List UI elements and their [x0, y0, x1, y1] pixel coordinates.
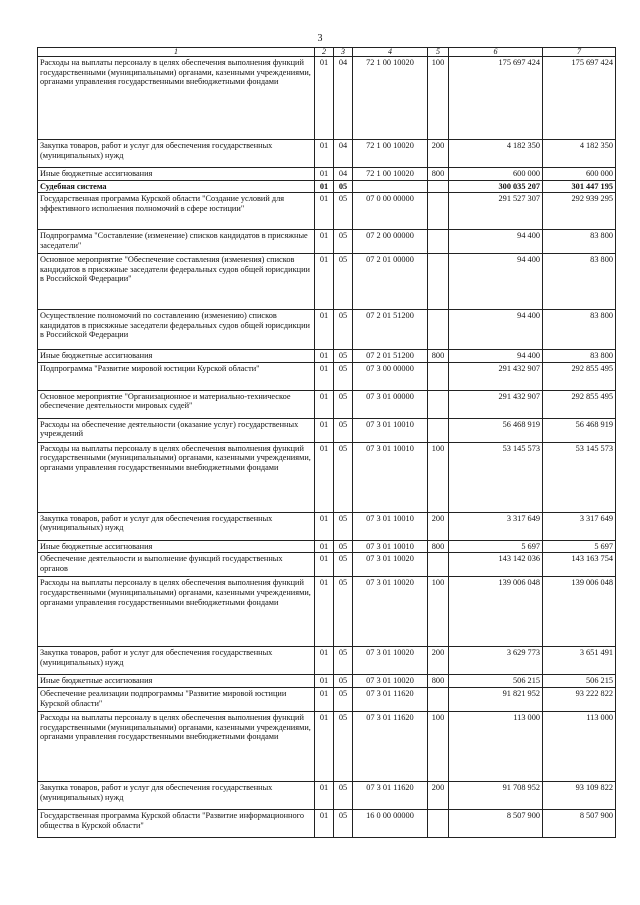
- expense-type-cell: 200: [428, 781, 449, 809]
- expense-type-cell: [428, 180, 449, 193]
- column-number-header-row: [38, 48, 616, 57]
- section-code-cell: 01: [315, 310, 334, 350]
- section-code-cell: 01: [315, 350, 334, 363]
- amount-year1-cell: 143 142 036: [449, 553, 543, 577]
- target-article-cell: 07 0 00 00000: [353, 193, 428, 230]
- subsection-code-cell: 04: [334, 57, 353, 140]
- amount-year1-cell: 139 006 048: [449, 577, 543, 647]
- section-code-cell: 01: [315, 781, 334, 809]
- expense-type-cell: 100: [428, 577, 449, 647]
- table-row: [38, 180, 616, 193]
- amount-year2-cell: 292 855 495: [543, 390, 616, 418]
- amount-year1-cell: 113 000: [449, 711, 543, 781]
- expense-name-cell: Государственная программа Курской области "Создание условий для эффективного исполнения полномочий в сфере юстиции": [38, 193, 315, 230]
- table-row: [38, 362, 616, 390]
- amount-year1-cell: 53 145 573: [449, 442, 543, 512]
- budget-table-body: [38, 48, 616, 838]
- subsection-code-cell: 05: [334, 180, 353, 193]
- expense-type-cell: [428, 310, 449, 350]
- table-row: [38, 687, 616, 711]
- subsection-code-cell: 05: [334, 675, 353, 688]
- amount-year2-cell: 4 182 350: [543, 140, 616, 168]
- amount-year2-cell: 292 939 295: [543, 193, 616, 230]
- expense-name-cell: Расходы на выплаты персоналу в целях обеспечения выполнения функций государственными (муниципальными) органами, казенными учреждениями, органами управления государственными внебюджетными фондами: [38, 577, 315, 647]
- subsection-code-cell: 04: [334, 140, 353, 168]
- expense-name-cell: Обеспечение реализации подпрограммы "Развитие мировой юстиции Курской области": [38, 687, 315, 711]
- subsection-code-cell: 05: [334, 390, 353, 418]
- subsection-code-cell: 05: [334, 193, 353, 230]
- amount-year2-cell: 83 800: [543, 230, 616, 254]
- column-number: 2: [315, 48, 334, 57]
- amount-year1-cell: 94 400: [449, 254, 543, 310]
- amount-year2-cell: 292 855 495: [543, 362, 616, 390]
- amount-year1-cell: 291 432 907: [449, 362, 543, 390]
- section-code-cell: 01: [315, 540, 334, 553]
- subsection-code-cell: 05: [334, 687, 353, 711]
- section-code-cell: 01: [315, 230, 334, 254]
- section-code-cell: 01: [315, 577, 334, 647]
- amount-year2-cell: 83 800: [543, 350, 616, 363]
- target-article-cell: 07 2 01 51200: [353, 310, 428, 350]
- expense-type-cell: 100: [428, 711, 449, 781]
- expense-type-cell: [428, 553, 449, 577]
- table-row: [38, 675, 616, 688]
- target-article-cell: [353, 180, 428, 193]
- target-article-cell: 07 3 01 11620: [353, 711, 428, 781]
- amount-year2-cell: 175 697 424: [543, 57, 616, 140]
- expense-type-cell: [428, 418, 449, 442]
- target-article-cell: 07 3 01 10010: [353, 540, 428, 553]
- expense-type-cell: [428, 193, 449, 230]
- amount-year2-cell: 8 507 900: [543, 809, 616, 837]
- amount-year1-cell: 600 000: [449, 168, 543, 181]
- amount-year1-cell: 506 215: [449, 675, 543, 688]
- expense-type-cell: 200: [428, 647, 449, 675]
- expense-name-cell: Государственная программа Курской области "Развитие информационного общества в Курской области": [38, 809, 315, 837]
- table-row: [38, 254, 616, 310]
- expense-type-cell: 800: [428, 168, 449, 181]
- table-row: [38, 230, 616, 254]
- target-article-cell: 07 2 00 00000: [353, 230, 428, 254]
- amount-year2-cell: 139 006 048: [543, 577, 616, 647]
- target-article-cell: 07 3 00 00000: [353, 362, 428, 390]
- table-row: [38, 140, 616, 168]
- section-code-cell: 01: [315, 809, 334, 837]
- expense-name-cell: Закупка товаров, работ и услуг для обеспечения государственных (муниципальных) нужд: [38, 140, 315, 168]
- amount-year2-cell: 301 447 195: [543, 180, 616, 193]
- amount-year1-cell: 91 821 952: [449, 687, 543, 711]
- expense-name-cell: Иные бюджетные ассигнования: [38, 168, 315, 181]
- table-row: [38, 390, 616, 418]
- amount-year1-cell: 291 432 907: [449, 390, 543, 418]
- expense-type-cell: [428, 362, 449, 390]
- section-code-cell: 01: [315, 57, 334, 140]
- subsection-code-cell: 05: [334, 809, 353, 837]
- expense-type-cell: 200: [428, 140, 449, 168]
- table-row: [38, 193, 616, 230]
- amount-year2-cell: 3 651 491: [543, 647, 616, 675]
- column-number: 5: [428, 48, 449, 57]
- subsection-code-cell: 05: [334, 647, 353, 675]
- amount-year1-cell: 4 182 350: [449, 140, 543, 168]
- amount-year2-cell: 83 800: [543, 310, 616, 350]
- subsection-code-cell: 05: [334, 418, 353, 442]
- amount-year1-cell: 94 400: [449, 310, 543, 350]
- amount-year2-cell: 93 222 822: [543, 687, 616, 711]
- expense-name-cell: Закупка товаров, работ и услуг для обеспечения государственных (муниципальных) нужд: [38, 647, 315, 675]
- target-article-cell: 07 3 01 10020: [353, 577, 428, 647]
- amount-year1-cell: 3 317 649: [449, 512, 543, 540]
- subsection-code-cell: 05: [334, 512, 353, 540]
- subsection-code-cell: 05: [334, 230, 353, 254]
- table-row: [38, 168, 616, 181]
- expense-name-cell: Расходы на обеспечение деятельности (оказание услуг) государственных учреждений: [38, 418, 315, 442]
- expense-type-cell: 200: [428, 512, 449, 540]
- target-article-cell: 72 1 00 10020: [353, 168, 428, 181]
- subsection-code-cell: 05: [334, 540, 353, 553]
- expense-name-cell: Расходы на выплаты персоналу в целях обеспечения выполнения функций государственными (муниципальными) органами, казенными учреждениями, органами управления государственными внебюджетными фондами: [38, 442, 315, 512]
- amount-year2-cell: 143 163 754: [543, 553, 616, 577]
- budget-table: [37, 47, 616, 838]
- table-row: [38, 418, 616, 442]
- subsection-code-cell: 05: [334, 711, 353, 781]
- section-code-cell: 01: [315, 675, 334, 688]
- table-row: [38, 781, 616, 809]
- target-article-cell: 07 3 01 10020: [353, 675, 428, 688]
- column-number: 1: [38, 48, 315, 57]
- expense-name-cell: Подпрограмма "Составление (изменение) списков кандидатов в присяжные заседатели": [38, 230, 315, 254]
- expense-name-cell: Судебная система: [38, 180, 315, 193]
- section-code-cell: 01: [315, 647, 334, 675]
- amount-year2-cell: 5 697: [543, 540, 616, 553]
- section-code-cell: 01: [315, 687, 334, 711]
- subsection-code-cell: 05: [334, 577, 353, 647]
- expense-type-cell: [428, 390, 449, 418]
- table-row: [38, 553, 616, 577]
- table-row: [38, 647, 616, 675]
- expense-name-cell: Закупка товаров, работ и услуг для обеспечения государственных (муниципальных) нужд: [38, 781, 315, 809]
- section-code-cell: 01: [315, 553, 334, 577]
- subsection-code-cell: 05: [334, 781, 353, 809]
- expense-type-cell: [428, 687, 449, 711]
- expense-name-cell: Расходы на выплаты персоналу в целях обеспечения выполнения функций государственными (муниципальными) органами, казенными учреждениями, органами управления государственными внебюджетными фондами: [38, 57, 315, 140]
- table-row: [38, 809, 616, 837]
- amount-year2-cell: 56 468 919: [543, 418, 616, 442]
- section-code-cell: 01: [315, 254, 334, 310]
- expense-type-cell: 100: [428, 442, 449, 512]
- expense-name-cell: Обеспечение деятельности и выполнение функций государственных органов: [38, 553, 315, 577]
- target-article-cell: 16 0 00 00000: [353, 809, 428, 837]
- table-row: [38, 577, 616, 647]
- amount-year2-cell: 93 109 822: [543, 781, 616, 809]
- section-code-cell: 01: [315, 180, 334, 193]
- expense-name-cell: Расходы на выплаты персоналу в целях обеспечения выполнения функций государственными (муниципальными) органами, казенными учреждениями, органами управления государственными внебюджетными фондами: [38, 711, 315, 781]
- target-article-cell: 07 2 01 51200: [353, 350, 428, 363]
- section-code-cell: 01: [315, 711, 334, 781]
- expense-name-cell: Осуществление полномочий по составлению (изменению) списков кандидатов в присяжные заседатели федеральных судов общей юрисдикции в Российской Федерации: [38, 310, 315, 350]
- expense-type-cell: 800: [428, 675, 449, 688]
- subsection-code-cell: 05: [334, 310, 353, 350]
- section-code-cell: 01: [315, 442, 334, 512]
- amount-year2-cell: 83 800: [543, 254, 616, 310]
- expense-name-cell: Иные бюджетные ассигнования: [38, 675, 315, 688]
- page-number: 3: [317, 33, 323, 44]
- amount-year1-cell: 3 629 773: [449, 647, 543, 675]
- expense-name-cell: Закупка товаров, работ и услуг для обеспечения государственных (муниципальных) нужд: [38, 512, 315, 540]
- table-row: [38, 540, 616, 553]
- expense-name-cell: Основное мероприятие "Организационное и материально-техническое обеспечение деятельности мировых судей": [38, 390, 315, 418]
- amount-year2-cell: 600 000: [543, 168, 616, 181]
- target-article-cell: 07 3 01 10010: [353, 512, 428, 540]
- target-article-cell: 72 1 00 10020: [353, 57, 428, 140]
- subsection-code-cell: 05: [334, 254, 353, 310]
- amount-year1-cell: 8 507 900: [449, 809, 543, 837]
- table-row: [38, 350, 616, 363]
- table-row: [38, 310, 616, 350]
- section-code-cell: 01: [315, 512, 334, 540]
- amount-year1-cell: 56 468 919: [449, 418, 543, 442]
- column-number: 6: [449, 48, 543, 57]
- expense-type-cell: [428, 809, 449, 837]
- section-code-cell: 01: [315, 418, 334, 442]
- amount-year1-cell: 91 708 952: [449, 781, 543, 809]
- target-article-cell: 07 3 01 00000: [353, 390, 428, 418]
- subsection-code-cell: 05: [334, 350, 353, 363]
- target-article-cell: 07 3 01 11620: [353, 781, 428, 809]
- amount-year1-cell: 300 035 207: [449, 180, 543, 193]
- expense-name-cell: Иные бюджетные ассигнования: [38, 350, 315, 363]
- target-article-cell: 07 3 01 10010: [353, 442, 428, 512]
- column-number: 3: [334, 48, 353, 57]
- expense-type-cell: 100: [428, 57, 449, 140]
- expense-name-cell: Основное мероприятие "Обеспечение составления (изменения) списков кандидатов в присяжные заседатели федеральных судов общей юрисдикции в Российской Федерации": [38, 254, 315, 310]
- section-code-cell: 01: [315, 140, 334, 168]
- amount-year2-cell: 506 215: [543, 675, 616, 688]
- table-row: [38, 442, 616, 512]
- expense-name-cell: Подпрограмма "Развитие мировой юстиции Курской области": [38, 362, 315, 390]
- target-article-cell: 07 3 01 10020: [353, 553, 428, 577]
- section-code-cell: 01: [315, 193, 334, 230]
- section-code-cell: 01: [315, 390, 334, 418]
- expense-type-cell: 800: [428, 350, 449, 363]
- section-code-cell: 01: [315, 168, 334, 181]
- section-code-cell: 01: [315, 362, 334, 390]
- expense-type-cell: 800: [428, 540, 449, 553]
- amount-year2-cell: 113 000: [543, 711, 616, 781]
- expense-type-cell: [428, 230, 449, 254]
- subsection-code-cell: 05: [334, 553, 353, 577]
- target-article-cell: 07 2 01 00000: [353, 254, 428, 310]
- amount-year1-cell: 291 527 307: [449, 193, 543, 230]
- amount-year2-cell: 3 317 649: [543, 512, 616, 540]
- subsection-code-cell: 05: [334, 362, 353, 390]
- amount-year1-cell: 94 400: [449, 230, 543, 254]
- expense-name-cell: Иные бюджетные ассигнования: [38, 540, 315, 553]
- amount-year2-cell: 53 145 573: [543, 442, 616, 512]
- subsection-code-cell: 04: [334, 168, 353, 181]
- table-row: [38, 711, 616, 781]
- table-row: [38, 57, 616, 140]
- amount-year1-cell: 175 697 424: [449, 57, 543, 140]
- column-number: 4: [353, 48, 428, 57]
- expense-type-cell: [428, 254, 449, 310]
- target-article-cell: 07 3 01 11620: [353, 687, 428, 711]
- column-number: 7: [543, 48, 616, 57]
- amount-year1-cell: 5 697: [449, 540, 543, 553]
- amount-year1-cell: 94 400: [449, 350, 543, 363]
- target-article-cell: 07 3 01 10020: [353, 647, 428, 675]
- subsection-code-cell: 05: [334, 442, 353, 512]
- table-row: [38, 512, 616, 540]
- target-article-cell: 72 1 00 10020: [353, 140, 428, 168]
- target-article-cell: 07 3 01 10010: [353, 418, 428, 442]
